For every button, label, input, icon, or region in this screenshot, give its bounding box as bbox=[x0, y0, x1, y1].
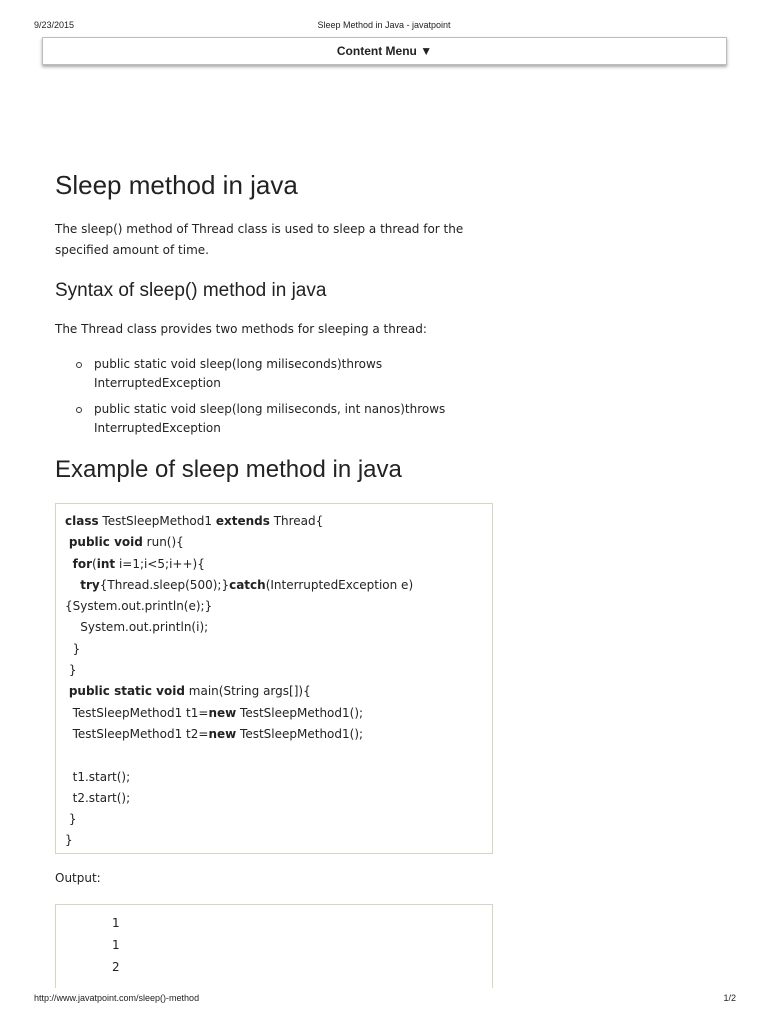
code-keyword: class bbox=[65, 514, 99, 528]
code-keyword: try bbox=[80, 577, 100, 592]
code-line bbox=[65, 639, 413, 660]
code-line bbox=[65, 511, 413, 532]
code-line bbox=[65, 830, 413, 851]
code-line bbox=[65, 809, 413, 830]
code-line bbox=[65, 788, 413, 809]
bullet-icon bbox=[76, 407, 82, 413]
code-text: Thread{ bbox=[269, 514, 324, 528]
method-signature: public static void sleep(long miliseconds, int nanos)throws InterruptedException bbox=[94, 402, 446, 435]
page-title: Sleep method in java bbox=[55, 170, 298, 200]
example-heading: Example of sleep method in java bbox=[55, 456, 402, 483]
code-line bbox=[65, 724, 413, 745]
code-text: System.out.println(i); bbox=[65, 620, 209, 635]
code-text: i=1;i<5;i++){ bbox=[115, 556, 205, 571]
print-page-title: Sleep Method in Java - javatpoint bbox=[317, 20, 451, 30]
code-text: main(String args[]){ bbox=[184, 684, 311, 699]
bullet-icon bbox=[76, 362, 82, 368]
code-block bbox=[55, 503, 493, 854]
print-url: http://www.javatpoint.com/sleep()-method bbox=[34, 993, 200, 1003]
intro-paragraph: The sleep() method of Thread class is used to sleep a thread for the specified amount of time. bbox=[55, 222, 464, 257]
code-line bbox=[65, 575, 413, 596]
code-text: TestSleepMethod1 t1= bbox=[65, 705, 209, 720]
code-text: ( bbox=[92, 556, 97, 571]
code-line bbox=[65, 554, 413, 575]
code-text: run(){ bbox=[142, 535, 184, 550]
code-line bbox=[65, 532, 413, 553]
code-text: TestSleepMethod1(); bbox=[236, 726, 364, 741]
code-keyword: new bbox=[208, 726, 237, 741]
code-keyword: new bbox=[208, 705, 237, 720]
code-line bbox=[65, 745, 413, 766]
method-signature: public static void sleep(long miliseconds)throws InterruptedException bbox=[94, 357, 383, 390]
code-line bbox=[65, 596, 413, 617]
code-text: } bbox=[65, 833, 73, 848]
code-line bbox=[65, 703, 413, 724]
page-number: 1/2 bbox=[723, 993, 736, 1003]
output-line: 1 bbox=[112, 938, 120, 952]
code-text: TestSleepMethod1 t2= bbox=[65, 726, 209, 741]
list-item bbox=[55, 355, 475, 393]
code-text: {Thread.sleep(500);} bbox=[99, 577, 230, 592]
output-line: 1 bbox=[112, 916, 120, 930]
code-line bbox=[65, 660, 413, 681]
code-keyword: public static void bbox=[68, 684, 185, 699]
output-block bbox=[55, 904, 493, 988]
code-line bbox=[65, 767, 413, 788]
code-text: t1.start(); bbox=[65, 769, 131, 784]
output-line: 2 bbox=[112, 960, 120, 974]
code-text: {System.out.println(e);} bbox=[65, 599, 213, 614]
code-keyword: extends bbox=[215, 514, 270, 528]
methods-list bbox=[55, 355, 475, 445]
code-text bbox=[65, 578, 80, 592]
code-text: } bbox=[65, 641, 81, 656]
output-label: Output: bbox=[55, 871, 101, 885]
code-text: } bbox=[65, 663, 77, 678]
code-text: t2.start(); bbox=[65, 790, 131, 805]
code-text: TestSleepMethod1(); bbox=[236, 705, 364, 720]
list-item bbox=[55, 400, 475, 438]
code-lines bbox=[65, 511, 413, 852]
content-menu-label: Content Menu ▼ bbox=[336, 44, 433, 58]
syntax-heading: Syntax of sleep() method in java bbox=[55, 280, 327, 301]
content-menu-button[interactable] bbox=[42, 37, 727, 65]
code-text: (InterruptedException e) bbox=[265, 577, 414, 592]
code-keyword: catch bbox=[229, 577, 266, 592]
code-keyword: for bbox=[72, 556, 93, 571]
print-date: 9/23/2015 bbox=[34, 20, 75, 30]
output-lines bbox=[112, 912, 120, 978]
methods-intro: The Thread class provides two methods for sleeping a thread: bbox=[55, 322, 427, 336]
code-text: } bbox=[65, 812, 77, 827]
code-line bbox=[65, 617, 413, 638]
code-keyword: public void bbox=[68, 535, 143, 550]
code-keyword: int bbox=[96, 556, 116, 571]
code-text bbox=[65, 557, 73, 571]
code-line bbox=[65, 681, 413, 702]
code-text: TestSleepMethod1 bbox=[98, 514, 216, 528]
